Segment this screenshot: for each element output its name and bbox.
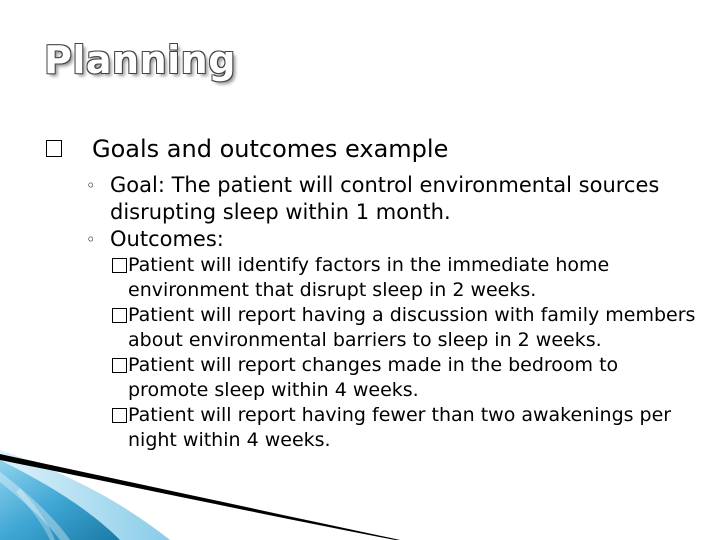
outcome-text: Patient will report having fewer than two awakenings per night within 4 weeks. <box>128 404 672 451</box>
outcomes-label: Outcomes: <box>110 227 224 251</box>
square-bullet-icon <box>112 308 127 323</box>
square-bullet-icon <box>46 140 62 157</box>
bullet-level1-goals <box>40 132 700 166</box>
bullet-level2-goal <box>40 172 700 226</box>
outcome-item <box>40 303 700 353</box>
square-bullet-icon <box>112 408 127 423</box>
slide-title: Planning <box>44 38 236 82</box>
square-bullet-icon <box>112 358 127 373</box>
goal-text: Goal: The patient will control environmental sources disrupting sleep within 1 month. <box>110 173 660 224</box>
outcome-text: Patient will report changes made in the bedroom to promote sleep within 4 weeks. <box>128 354 619 401</box>
circle-bullet-icon: ◦ <box>86 176 96 195</box>
outcome-text: Patient will identify factors in the immediate home environment that disrupt sleep in 2 weeks. <box>128 254 610 301</box>
outcome-text: Patient will report having a discussion with family members about environmental barriers to sleep in 2 weeks. <box>128 304 696 351</box>
outcome-item <box>40 253 700 303</box>
slide-content <box>40 132 700 453</box>
circle-bullet-icon: ◦ <box>86 230 96 249</box>
goals-heading: Goals and outcomes example <box>92 135 449 163</box>
square-bullet-icon <box>112 258 127 273</box>
decorative-wave-graphic <box>0 440 400 540</box>
outcome-item <box>40 353 700 403</box>
bullet-level2-outcomes <box>40 226 700 253</box>
